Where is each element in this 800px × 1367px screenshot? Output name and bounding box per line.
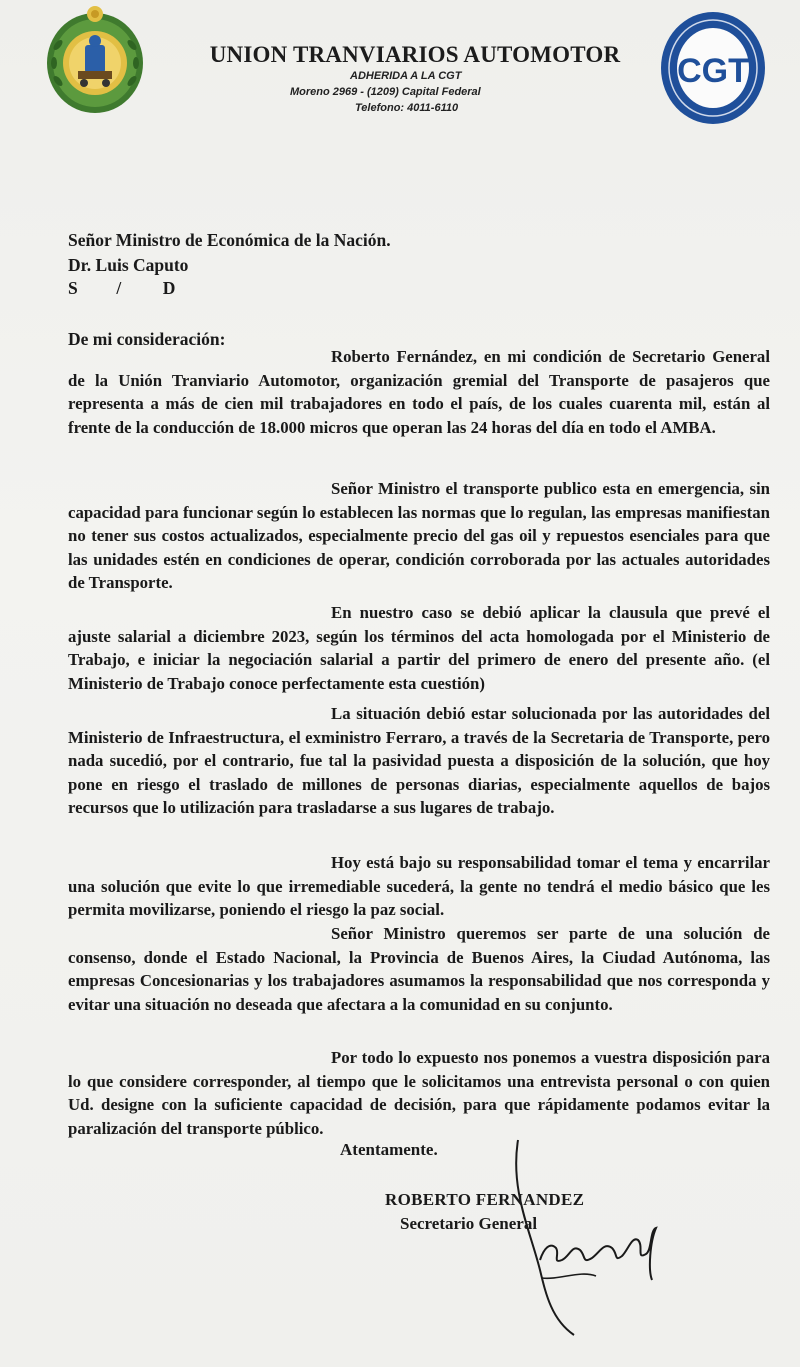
body-paragraph-7: Por todo lo expuesto nos ponemos a vuestra disposición para lo que considere corresponder, al tiempo que le solicitamos una entrevista personal o con quien Ud. designe con la suficiente capacidad de decisión, para que rápidamente podamos evitar la paralización del transporte público. (68, 1048, 770, 1138)
body-paragraph-6: Señor Ministro queremos ser parte de una solución de consenso, donde el Estado Nacional, la Provincia de Buenos Aires, la Ciudad Autónoma, las empresas Concesionarias y los trabajadores asumamos la responsabilidad que nos corresponda y evitar una situación no deseada que afectara a la comunidad en su conjunto. (68, 924, 770, 1014)
cgt-logo (658, 10, 768, 128)
sd-line (68, 278, 188, 299)
body-paragraph-4: La situación debió estar solucionada por las autoridades del Ministerio de Infraestructura, el exministro Ferraro, a través de la Secretaria de Transporte, pero nada sucedió, por el contrario, fue tal la pasividad puesta a disposición de la solución, que hoy pone en riesgo el traslado de millones de personas diarias, especialmente aquellos de bajos recursos que lo utilización para trasladarse a sus lugares de trabajo. (68, 704, 770, 817)
body-paragraph-2: Señor Ministro el transporte publico esta en emergencia, sin capacidad para funcionar según lo establecen las normas que lo regulan, las empresas manifiestan no tener sus costos actualizados, especialmente precio del gas oil y repuestos esenciales para que las unidades estén en condiciones de operar, condición corroborada por las actuales autoridades de Transporte. (68, 479, 770, 592)
signatory-name: ROBERTO FERNANDEZ (385, 1190, 585, 1209)
sd-slash: / (116, 278, 122, 298)
handwritten-signature (500, 1130, 660, 1340)
addressee-block (68, 228, 391, 278)
affiliation-line: ADHERIDA A LA CGT (350, 70, 462, 82)
addressee-line-2: Dr. Luis Caputo (68, 255, 189, 275)
phone-line: Telefono: 4011-6110 (355, 102, 459, 114)
address-line: Moreno 2969 - (1209) Capital Federal (290, 86, 481, 98)
greeting: De mi consideración: (68, 329, 226, 349)
sd-d: D (162, 278, 176, 298)
body-paragraph-5: Hoy está bajo su responsabilidad tomar el tema y encarrilar una solución que evite lo que irremediable sucederá, la gente no tendrá el medio básico que les permita movilizarse, poniendo el riesgo la paz social. (68, 853, 770, 919)
closing: Atentamente. (340, 1140, 438, 1159)
signatory-title: Secretario General (400, 1214, 538, 1233)
letterhead (200, 42, 630, 116)
addressee-line-1: Señor Ministro de Económica de la Nación. (68, 230, 391, 250)
cgt-logo-text: CGT (677, 52, 749, 90)
sd-s: S (68, 278, 78, 298)
uta-seal-logo (40, 5, 150, 117)
body-paragraph-3: En nuestro caso se debió aplicar la clausula que prevé el ajuste salarial a diciembre 2023, según los términos del acta homologada por el Ministerio de Trabajo, e iniciar la negociación salarial a partir del primero de enero del presente año. (el Ministerio de Trabajo conoce perfectamente esta cuestión) (68, 603, 770, 693)
organization-name: UNION TRANVIARIOS AUTOMOTOR (209, 42, 621, 67)
body-paragraph-1: Roberto Fernández, en mi condición de Secretario General de la Unión Tranviario Automotor, organización gremial del Transporte de pasajeros que representa a más de cien mil trabajadores en todo el país, de los cuales cuarenta mil, están al frente de la conducción de 18.000 micros que operan las 24 horas del día en todo el AMBA. (68, 347, 770, 437)
